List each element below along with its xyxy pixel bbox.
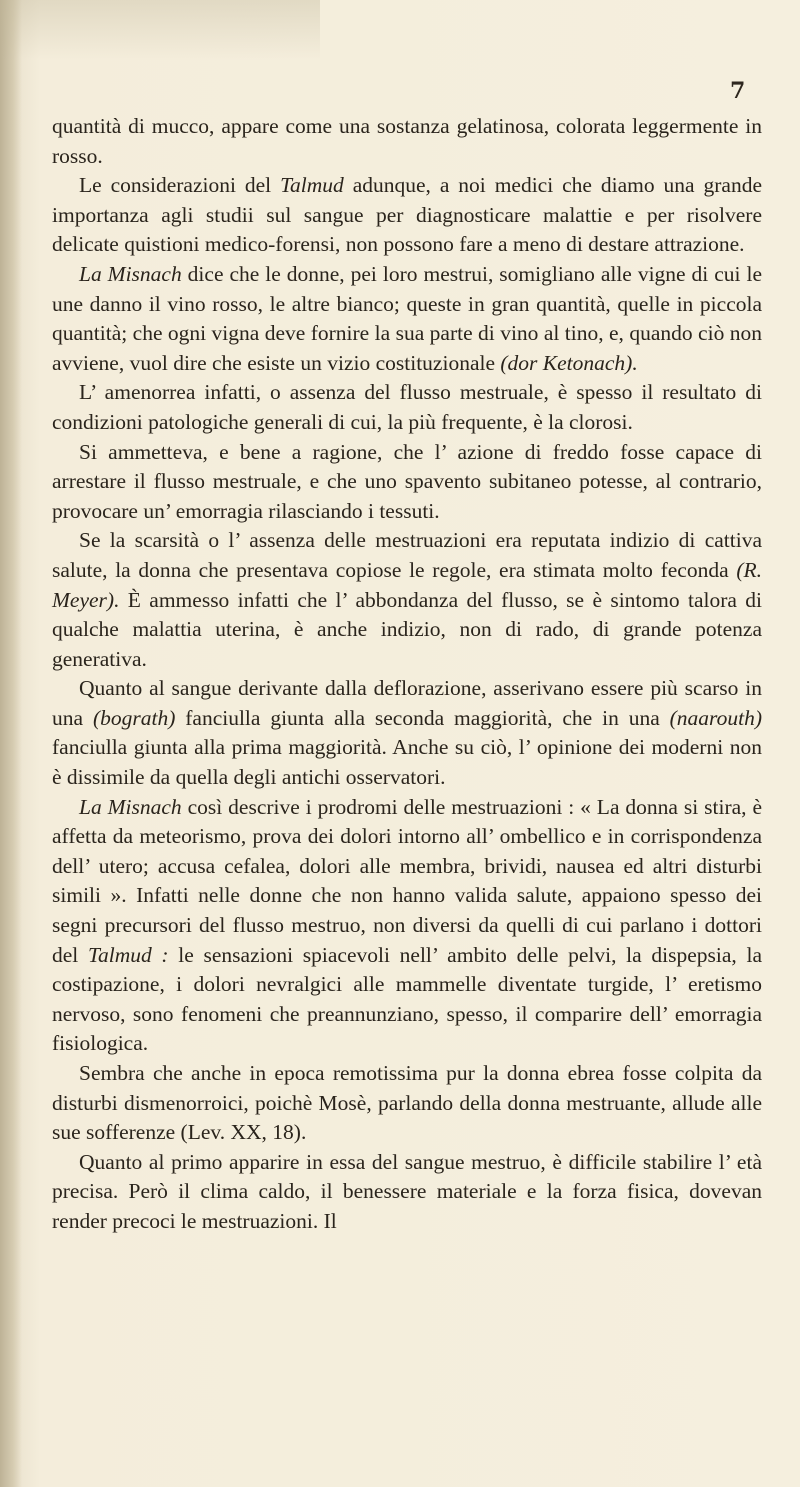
text-run: così descrive i prodromi delle mestruazioni : « La donna si stira, è affetta da meteorismo, prova dei dolori intorno all’ ombellico e in corrispondenza dell’ utero; accusa cefalea, dolori alle membra, brividi, nausea ed altri disturbi simili ». Infatti nelle donne che non hanno valida salute, appaiono spesso dei segni precursori del flusso mestruo, non diversi da quelli di cui parlano i dottori del [52, 794, 762, 967]
text-run: le sensazioni spiacevoli nell’ ambito delle pelvi, la dispepsia, la costipazione, i dolori nevralgici alle mammelle diventate turgide, l’ eretismo nervoso, sono fenomeni che preannunziano, spesso, il comparire dell’ emorragia fisiologica. [52, 942, 762, 1056]
paragraph [52, 378, 762, 437]
text-run: Se la scarsità o l’ assenza delle mestruazioni era reputata indizio di cattiva salute, la donna che presentava copiose le regole, era stimata molto feconda [52, 528, 762, 582]
italic-text: Talmud [280, 173, 344, 198]
text-run: Quanto al sangue derivante dalla deflorazione, asserivano essere più scarso in una [52, 676, 762, 730]
italic-text: (naarouth) [669, 705, 763, 730]
paragraph [52, 438, 762, 527]
italic-text: La Misnach [79, 794, 182, 819]
text-run: L’ amenorrea infatti, o assenza del flusso mestruale, è spesso il resultato di condizioni patologiche generali di cui, la più frequente, è la clorosi. [52, 380, 762, 434]
text-run: Quanto al primo apparire in essa del sangue mestruo, è difficile stabilire l’ età precisa. Però il clima caldo, il benessere materiale e la forza fisica, dovevan render precoci le mestruazioni. Il [52, 1149, 762, 1233]
body-text [52, 112, 762, 1237]
page-binding-shadow [0, 0, 22, 1487]
paragraph [52, 260, 762, 378]
italic-text: (R. Meyer). [52, 557, 762, 612]
text-run: fanciulla giunta alla prima maggiorità. Anche su ciò, l’ opinione dei moderni non è dissimile da quella degli antichi osservatori. [52, 735, 762, 790]
paragraph [52, 112, 762, 171]
italic-text: Talmud : [87, 942, 169, 967]
italic-text: (bograth) [92, 705, 176, 730]
text-run: Si ammetteva, e bene a ragione, che l’ azione di freddo fosse capace di arrestare il flusso mestruale, e che uno spavento subitaneo potesse, al contrario, provocare un’ emorragia rilasciando i tessuti. [52, 439, 762, 523]
paragraph [52, 674, 762, 792]
text-run: È ammesso infatti che l’ abbondanza del flusso, se è sintomo talora di qualche malattia uterina, è anche indizio, non di rado, di grande potenza generativa. [52, 587, 762, 671]
italic-text: La Misnach [79, 261, 182, 286]
paragraph [52, 526, 762, 674]
text-run: adunque, a noi medici che diamo una grande importanza agli studii sul sangue per diagnosticare malattie e per risolvere delicate quistioni medico-forensi, non possono fare a meno di destare attrazione. [52, 173, 762, 257]
paragraph [52, 793, 762, 1059]
page-top-shadow [0, 0, 320, 60]
paragraph [52, 1059, 762, 1148]
text-run: quantità di mucco, appare come una sostanza gelatinosa, colorata leggermente in rosso. [52, 114, 762, 168]
text-run: dice che le donne, pei loro mestrui, somigliano alle vigne di cui le une danno il vino rosso, le altre bianco; queste in gran quantità, quelle in piccola quantità; che ogni vigna deve fornire la sua parte di vino al tino, e, quando ciò non avviene, vuol dire che esiste un vizio costituzionale [52, 261, 762, 375]
page-number: 7 [730, 78, 746, 104]
paragraph [52, 1148, 762, 1237]
text-run: Le considerazioni del [79, 173, 281, 198]
italic-text: (dor Ketonach). [500, 350, 638, 375]
text-run: fanciulla giunta alla seconda maggiorità, che in una [175, 705, 670, 730]
paragraph [52, 171, 762, 260]
text-run: Sembra che anche in epoca remotissima pur la donna ebrea fosse colpita da disturbi dismenorroici, poichè Mosè, parlando della donna mestruante, allude alle sue sofferenze (Lev. XX, 18). [52, 1061, 762, 1145]
